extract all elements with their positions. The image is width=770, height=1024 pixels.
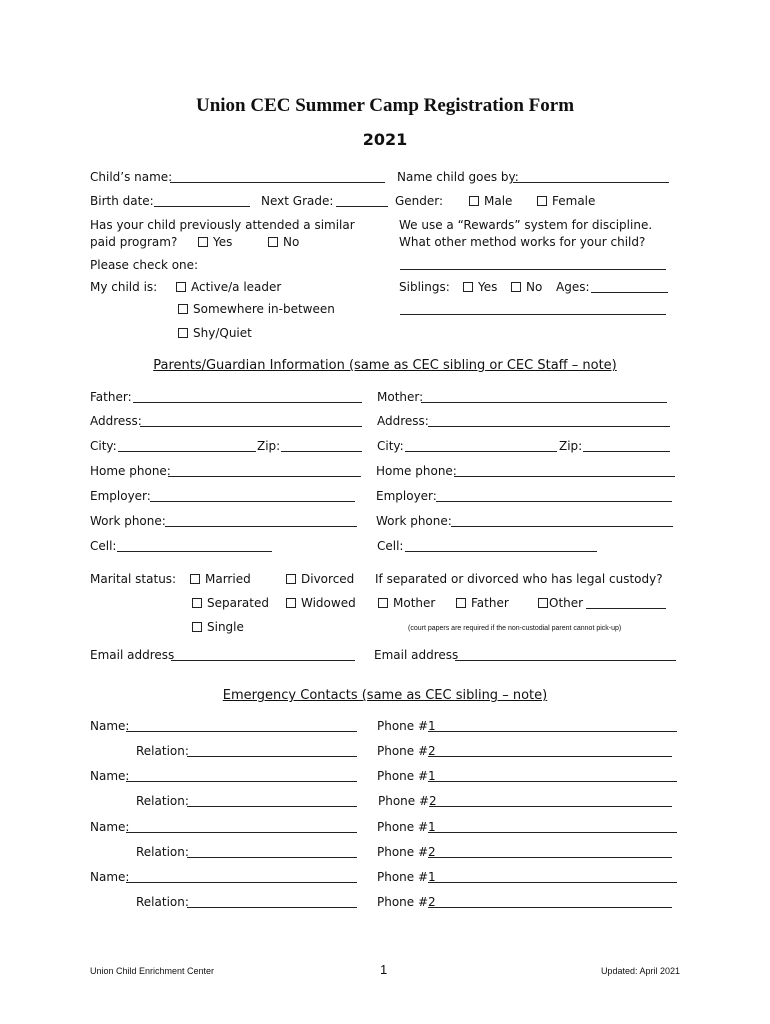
contact2-phone2-field[interactable]	[429, 806, 672, 807]
marital-single-checkbox[interactable]	[192, 620, 244, 634]
court-papers-note: (court papers are required if the non-custodial parent cannot pick-up)	[408, 625, 622, 632]
contact1-relation-field[interactable]	[187, 756, 357, 757]
mother-zip-field[interactable]	[583, 451, 670, 452]
father-work-phone-label: Work phone:	[90, 514, 166, 528]
mother-city-label: City:	[377, 439, 404, 453]
mother-address-label: Address:	[377, 414, 429, 428]
contact1-relation-label: Relation:	[136, 744, 189, 758]
goes-by-field[interactable]	[513, 182, 669, 183]
contact2-relation-field[interactable]	[187, 806, 357, 807]
marital-married-checkbox[interactable]	[190, 572, 251, 586]
custody-other-label: Other	[549, 596, 584, 610]
checkbox-icon	[198, 237, 208, 247]
siblings-ages-extra-field[interactable]	[400, 314, 666, 315]
father-zip-label: Zip:	[257, 439, 281, 453]
please-check-one: Please check one:	[90, 258, 199, 272]
temperament-leader-label: Active/a leader	[191, 280, 282, 294]
mother-cell-label: Cell:	[377, 539, 404, 553]
checkbox-icon	[178, 304, 188, 314]
siblings-no-label: No	[526, 280, 543, 294]
checkbox-icon	[378, 598, 388, 608]
mother-work-phone-field[interactable]	[451, 526, 673, 527]
contact3-name-label: Name:	[90, 820, 130, 834]
checkbox-icon	[456, 598, 466, 608]
siblings-yes-checkbox[interactable]	[463, 280, 497, 294]
mother-field[interactable]	[421, 402, 667, 403]
contact4-phone1-field[interactable]	[428, 882, 677, 883]
attended-question-line2: paid program?	[90, 235, 178, 249]
checkbox-icon	[176, 282, 186, 292]
mother-email-label: Email address	[374, 648, 459, 662]
checkbox-icon	[190, 574, 200, 584]
marital-status-label: Marital status:	[90, 572, 177, 586]
contact4-relation-field[interactable]	[187, 907, 357, 908]
checkbox-icon	[469, 196, 479, 206]
ages-label: Ages:	[556, 280, 590, 294]
mother-zip-label: Zip:	[559, 439, 583, 453]
contact2-name-label: Name:	[90, 769, 130, 783]
birth-date-label: Birth date:	[90, 194, 154, 208]
father-email-label: Email address	[90, 648, 175, 662]
attended-yes-checkbox[interactable]	[198, 235, 232, 249]
next-grade-label: Next Grade:	[261, 194, 334, 208]
rewards-line1: We use a “Rewards” system for discipline.	[399, 218, 653, 232]
rewards-line2: What other method works for your child?	[399, 235, 646, 249]
checkbox-icon	[286, 598, 296, 608]
father-city-label: City:	[90, 439, 117, 453]
contact4-name-label: Name:	[90, 870, 130, 884]
marital-separated-label: Separated	[207, 596, 269, 610]
custody-mother-label: Mother	[393, 596, 436, 610]
form-title: Union CEC Summer Camp Registration Form	[195, 95, 575, 116]
contact3-relation-field[interactable]	[187, 857, 357, 858]
custody-mother-checkbox[interactable]	[378, 596, 435, 610]
next-grade-field[interactable]	[336, 206, 388, 207]
temperament-between-label: Somewhere in-between	[193, 302, 335, 316]
siblings-yes-label: Yes	[478, 280, 498, 294]
attended-yes-label: Yes	[213, 235, 233, 249]
footer-organization: Union Child Enrichment Center	[90, 966, 215, 976]
father-email-field[interactable]	[171, 660, 355, 661]
goes-by-label: Name child goes by:	[397, 170, 519, 184]
gender-male-label: Male	[484, 194, 513, 208]
temperament-shy-label: Shy/Quiet	[193, 326, 252, 340]
ages-field[interactable]	[591, 292, 668, 293]
contact4-relation-label: Relation:	[136, 895, 189, 909]
mother-city-field[interactable]	[405, 451, 557, 452]
temperament-shy-checkbox[interactable]	[178, 326, 252, 340]
discipline-method-field[interactable]	[400, 269, 666, 270]
marital-married-label: Married	[205, 572, 251, 586]
contact3-name-field[interactable]	[126, 832, 357, 833]
birth-date-field[interactable]	[154, 206, 250, 207]
contact1-name-field[interactable]	[126, 731, 357, 732]
mother-email-field[interactable]	[455, 660, 676, 661]
contact2-name-field[interactable]	[126, 781, 357, 782]
checkbox-icon	[537, 196, 547, 206]
contact4-phone2-label: Phone #2	[377, 895, 436, 909]
contact1-phone2-label: Phone #2	[377, 744, 436, 758]
contact4-name-field[interactable]	[126, 882, 357, 883]
checkbox-icon	[538, 598, 548, 608]
marital-divorced-label: Divorced	[301, 572, 355, 586]
emergency-heading: Emergency Contacts (same as CEC sibling – note)	[222, 688, 548, 703]
childs-name-field[interactable]	[170, 182, 385, 183]
father-employer-label: Employer:	[90, 489, 151, 503]
mother-home-phone-label: Home phone:	[376, 464, 457, 478]
father-cell-field[interactable]	[117, 551, 272, 552]
father-address-label: Address:	[90, 414, 142, 428]
father-home-phone-field[interactable]	[168, 476, 361, 477]
father-address-field[interactable]	[140, 426, 362, 427]
custody-father-checkbox[interactable]	[456, 596, 509, 610]
marital-separated-checkbox[interactable]	[192, 596, 269, 610]
temperament-between-checkbox[interactable]	[178, 302, 335, 316]
checkbox-icon	[192, 598, 202, 608]
gender-female-label: Female	[552, 194, 596, 208]
mother-work-phone-label: Work phone:	[376, 514, 452, 528]
my-child-is-label: My child is:	[90, 280, 158, 294]
contact4-phone1-label: Phone #1	[377, 870, 436, 884]
mother-home-phone-field[interactable]	[454, 476, 675, 477]
father-home-phone-label: Home phone:	[90, 464, 171, 478]
contact3-phone2-field[interactable]	[428, 857, 672, 858]
checkbox-icon	[268, 237, 278, 247]
attended-no-label: No	[283, 235, 300, 249]
mother-employer-field[interactable]	[436, 501, 672, 502]
father-field[interactable]	[133, 402, 362, 403]
checkbox-icon	[286, 574, 296, 584]
contact3-phone2-label: Phone #2	[377, 845, 436, 859]
marital-widowed-checkbox[interactable]	[286, 596, 356, 610]
mother-cell-field[interactable]	[405, 551, 597, 552]
father-work-phone-field[interactable]	[165, 526, 357, 527]
custody-question: If separated or divorced who has legal custody?	[375, 572, 663, 586]
childs-name-label: Child’s name:	[90, 170, 173, 184]
checkbox-icon	[178, 328, 188, 338]
footer-updated: Updated: April 2021	[600, 966, 680, 976]
marital-single-label: Single	[207, 620, 244, 634]
form-year: 2021	[362, 130, 408, 149]
father-label: Father:	[90, 390, 132, 404]
custody-other-checkbox[interactable]	[538, 596, 583, 610]
custody-other-field[interactable]	[586, 608, 666, 609]
siblings-label: Siblings:	[399, 280, 450, 294]
father-city-field[interactable]	[118, 451, 256, 452]
father-employer-field[interactable]	[150, 501, 355, 502]
contact1-phone1-label: Phone #1	[377, 719, 436, 733]
father-zip-field[interactable]	[281, 451, 362, 452]
gender-label: Gender:	[395, 194, 444, 208]
mother-address-field[interactable]	[428, 426, 670, 427]
contact1-phone2-field[interactable]	[428, 756, 672, 757]
page-number: 1	[380, 962, 388, 977]
contact3-phone1-label: Phone #1	[377, 820, 436, 834]
checkbox-icon	[192, 622, 202, 632]
contact2-phone2-label: Phone #2	[378, 794, 437, 808]
siblings-no-checkbox[interactable]	[511, 280, 542, 294]
contact3-phone1-field[interactable]	[428, 832, 677, 833]
checkbox-icon	[463, 282, 473, 292]
contact4-phone2-field[interactable]	[428, 907, 672, 908]
mother-employer-label: Employer:	[376, 489, 437, 503]
gender-female-checkbox[interactable]	[537, 194, 595, 208]
mother-label: Mother:	[377, 390, 424, 404]
temperament-leader-checkbox[interactable]	[176, 280, 281, 294]
marital-divorced-checkbox[interactable]	[286, 572, 354, 586]
father-cell-label: Cell:	[90, 539, 117, 553]
contact2-relation-label: Relation:	[136, 794, 189, 808]
gender-male-checkbox[interactable]	[469, 194, 512, 208]
checkbox-icon	[511, 282, 521, 292]
contact3-relation-label: Relation:	[136, 845, 189, 859]
attended-question-line1: Has your child previously attended a similar	[90, 218, 355, 232]
marital-widowed-label: Widowed	[301, 596, 356, 610]
contact2-phone1-label: Phone #1	[377, 769, 436, 783]
custody-father-label: Father	[471, 596, 509, 610]
attended-no-checkbox[interactable]	[268, 235, 299, 249]
parents-heading: Parents/Guardian Information (same as CEC sibling or CEC Staff – note)	[153, 358, 617, 373]
contact2-phone1-field[interactable]	[428, 781, 677, 782]
contact1-name-label: Name:	[90, 719, 130, 733]
contact1-phone1-field[interactable]	[428, 731, 677, 732]
